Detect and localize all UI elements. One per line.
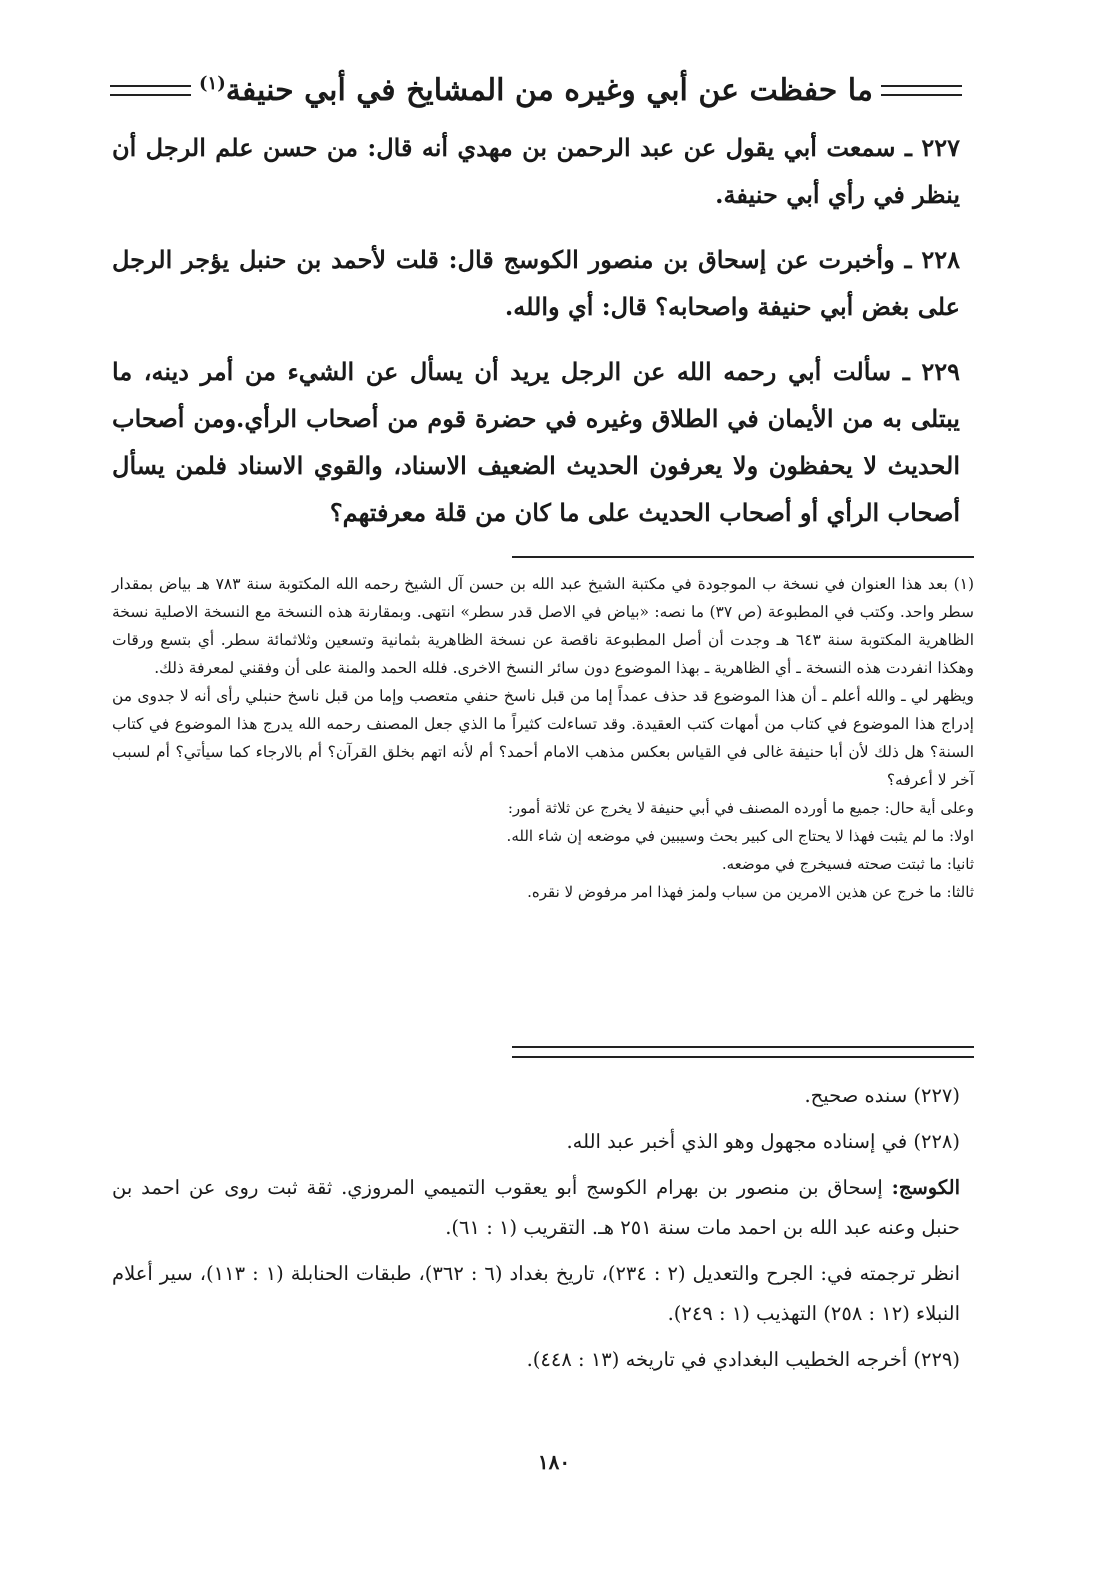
- paragraph-228: ٢٢٨ ـ وأخبرت عن إسحاق بن منصور الكوسج قال: قلت لأحمد بن حنبل يؤجر الرجل على بغض أبي حنيفة واصحابه؟ قال: أي والله.: [112, 245, 960, 321]
- note-228: (٢٢٨) في إسناده مجهول وهو الذي أخبر عبد الله.: [566, 1130, 960, 1153]
- notes-separator: [512, 1046, 974, 1058]
- note-text: إسحاق بن منصور بن بهرام الكوسج أبو يعقوب التميمي المروزي. ثقة ثبت روى عن احمد بن حنبل وعنه عبد الله بن احمد مات سنة ٢٥١ هـ. التقريب (١ : ٦١).: [112, 1176, 960, 1239]
- footnote-marker: (١): [199, 72, 226, 94]
- chapter-title: [191, 73, 881, 108]
- main-text: [112, 124, 960, 554]
- note-references: انظر ترجمته في: الجرح والتعديل (٢ : ٢٣٤)، تاريخ بغداد (٦ : ٣٦٢)، طبقات الحنابلة (١ : ١١٣)، سير أعلام النبلاء (١٢ : ٢٥٨) التهذيب (١ : ٢٤٩).: [112, 1262, 960, 1325]
- footnote-paragraph: ويظهر لي ـ والله أعلم ـ أن هذا الموضوع قد حذف عمداً إما من قبل ناسخ حنفي متعصب وإما من قبل ناسخ حنبلي رأى أنه لا جدوى من إدراج هذا الموضوع في كتاب من أمهات كتب العقيدة. وقد تساءلت كثيراً ما الذي جعل المصنف رحمه الله يدرج هذا الموضوع في كتاب السنة؟ هل ذلك لأن أبا حنيفة غالى في القياس بعكس مذهب الامام أحمد؟ أم لأنه اتهم بخلق القرآن؟ أم بالارجاء كما سيأتي؟ أم لسبب آخر لا أعرفه؟: [112, 687, 974, 789]
- footnote-paragraph: (١) بعد هذا العنوان في نسخة ب الموجودة في مكتبة الشيخ عبد الله بن حسن آل الشيخ رحمه الله المكتوبة سنة ٧٨٣ هـ بياض بمقدار سطر واحد. وكتب في المطبوعة (ص ٣٧) ما نصه: «بياض في الاصل قدر سطر» انتهى. وبمقارنة هذه النسخة مع النسخة الاصلية نسخة الظاهرية المكتوبة سنة ٦٤٣ هـ وجدت أن أصل المطبوعة ناقصة عن نسخة الظاهرية بثمانية وتسعين وثلاثمائة سطر. أي بتسع ورقات وهكذا انفردت هذه النسخة ـ أي الظاهرية ـ بهذا الموضوع دون سائر النسخ الاخرى. فلله الحمد والمنة على أن وفقني لمعرفة ذلك.: [112, 575, 975, 677]
- chapter-heading: [110, 62, 962, 118]
- paragraph-text: وأخبرت عن إسحاق بن منصور الكوسج قال: قلت لأحمد بن حنبل يؤجر الرجل على بغض أبي حنيفة واصحابه؟ قال: أي والله.: [112, 245, 960, 321]
- footnote-paragraph: ثالثا: ما خرج عن هذين الامرين من سباب ولمز فهذا امر مرفوض لا نقره.: [527, 883, 974, 901]
- note-229: (٢٢٩) أخرجه الخطيب البغدادي في تاريخه (١٣ : ٤٤٨).: [526, 1348, 960, 1371]
- page-number: ١٨٠: [537, 1450, 571, 1474]
- heading-rule-right: [881, 85, 962, 96]
- paragraph-227: ٢٢٧ ـ سمعت أبي يقول عن عبد الرحمن بن مهدي أنه قال: من حسن علم الرجل أن ينظر في رأي أبي حنيفة.: [112, 133, 960, 209]
- footnote-paragraph: وعلى أية حال: جميع ما أورده المصنف في أبي حنيفة لا يخرج عن ثلاثة أمور:: [507, 799, 974, 817]
- note-kawsaj: [112, 1168, 960, 1248]
- takhrij-notes: [112, 1076, 960, 1386]
- paragraph-229: ٢٢٩ ـ سألت أبي رحمه الله عن الرجل يريد أن يسأل عن الشيء من أمر دينه، ما يبتلى به من الأيمان في الطلاق وغيره في حضرة قوم من أصحاب الرأي.ومن أصحاب الحديث لا يحفظون ولا يعرفون الحديث الضعيف الاسناد، والقوي الاسناد فلمن يسأل أصحاب الرأي أو أصحاب الحديث على ما كان من قلة معرفتهم؟: [112, 357, 960, 527]
- heading-rule-left: [110, 85, 191, 96]
- paragraph-text: سمعت أبي يقول عن عبد الرحمن بن مهدي أنه قال: من حسن علم الرجل أن ينظر في رأي أبي حنيفة.: [112, 133, 960, 209]
- footnote-paragraph: اولا: ما لم يثبت فهذا لا يحتاج الى كبير بحث وسيبين في موضعه إن شاء الله.: [506, 827, 974, 845]
- footnote-block: [112, 570, 974, 906]
- paragraph-text: سألت أبي رحمه الله عن الرجل يريد أن يسأل عن الشيء من أمر دينه، ما يبتلى به من الأيمان في الطلاق وغيره في حضرة قوم من أصحاب الرأي.ومن أصحاب الحديث لا يحفظون ولا يعرفون الحديث الضعيف الاسناد، والقوي الاسناد فلمن يسأل أصحاب الرأي أو أصحاب الحديث على ما كان من قلة معرفتهم؟: [112, 357, 960, 527]
- chapter-title-text: ما حفظت عن أبي وغيره من المشايخ في أبي حنيفة: [225, 72, 873, 108]
- paragraph-number: ٢٢٧: [921, 133, 960, 162]
- note-lead: الكوسج:: [891, 1176, 960, 1199]
- paragraph-number: ٢٢٩: [921, 357, 960, 386]
- note-227: (٢٢٧) سنده صحيح.: [804, 1084, 960, 1107]
- footnote-paragraph: ثانيا: ما ثبتت صحته فسيخرج في موضعه.: [721, 855, 974, 873]
- footnote-separator: [512, 556, 974, 558]
- paragraph-number: ٢٢٨: [921, 245, 960, 274]
